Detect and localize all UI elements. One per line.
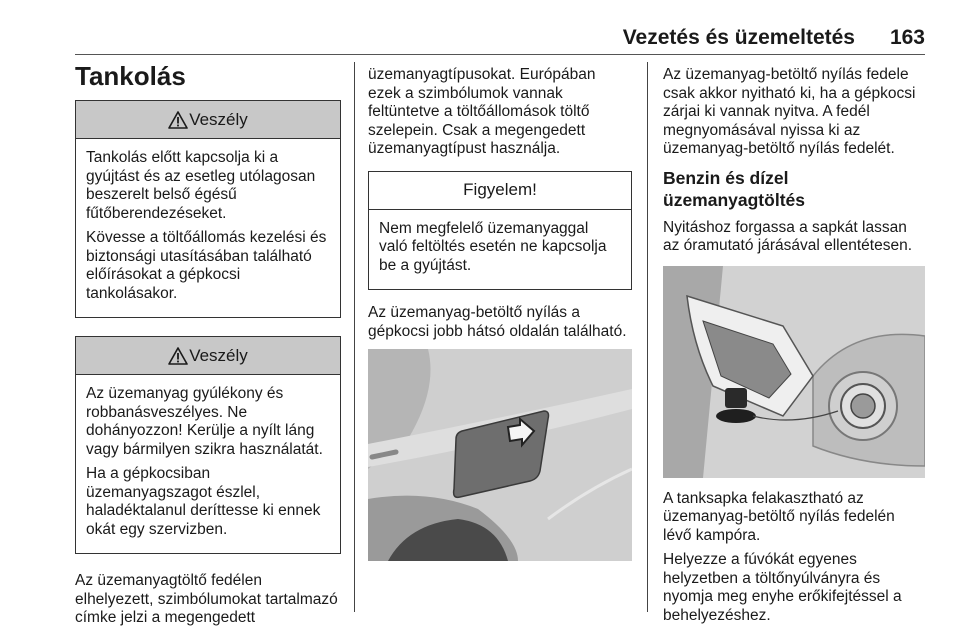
column-3 xyxy=(663,66,925,631)
body-text: Az üzemanyag-betöltő nyílás fedele csak akkor nyitható ki, ha a gépkocsi zárjai ki vannak nyitva. A fedél megnyomásával nyissa ki az üzemanyag-betöltő nyílás fedelét. xyxy=(663,66,916,157)
body-text: A tanksapka felakasztható az üzemanyag-betöltő nyílás fedelén lévő kampóra. xyxy=(663,489,895,544)
danger-box-header xyxy=(76,337,340,375)
page-number: 163 xyxy=(889,26,925,49)
warning-triangle-icon xyxy=(168,111,188,129)
danger-label: Veszély xyxy=(189,345,248,365)
section-title: Benzin és dízel üzemanyagtöltés xyxy=(663,167,805,210)
column-divider xyxy=(647,62,648,612)
danger-text: Az üzemanyag gyúlékony és robbanásveszélyes. Ne dohányozzon! Kerülje a nyílt láng vagy bármilyen szikra használatát. xyxy=(86,385,323,458)
notice-box-header: Figyelem! xyxy=(369,172,631,210)
fuel-door-illustration xyxy=(368,349,632,561)
notice-text: Nem megfelelő üzemanyaggal való feltöltés esetén ne kapcsolja be a gyújtást. xyxy=(379,219,607,274)
body-text: Az üzemanyagtöltő fedélen elhelyezett, szimbólumokat tartalmazó címke jelzi a megengedett xyxy=(75,572,338,626)
danger-box xyxy=(75,336,341,554)
danger-box-header xyxy=(76,101,340,139)
danger-box xyxy=(75,100,341,318)
body-text: Helyezze a fúvókát egyenes helyzetben a töltőnyúlványra és nyomja meg enyhe erőkifejtéssel a behelyezéshez. xyxy=(663,551,902,624)
header-rule xyxy=(75,54,925,55)
page-header xyxy=(75,26,925,54)
column-divider xyxy=(354,62,355,612)
danger-text: Tankolás előtt kapcsolja ki a gyújtást és az esetleg utólagosan beszerelt belső égésű fűtőberendezéseket. xyxy=(86,149,316,222)
danger-text: Kövesse a töltőállomás kezelési és biztonsági utasításában található előírásokat a gépkocsi tankolásakor. xyxy=(86,229,327,302)
fuel-cap-illustration xyxy=(663,266,925,478)
column-2 xyxy=(368,66,632,561)
body-text: Az üzemanyag-betöltő nyílás a gépkocsi jobb hátsó oldalán található. xyxy=(368,304,627,340)
danger-label: Veszély xyxy=(189,109,248,129)
page-title: Tankolás xyxy=(75,61,186,91)
warning-triangle-icon xyxy=(168,347,188,365)
danger-text: Ha a gépkocsiban üzemanyagszagot észlel, haladéktalanul deríttesse ki ennek okát egy szervizben. xyxy=(86,465,321,538)
body-text: Nyitáshoz forgassa a sapkát lassan az óramutató járásával ellentétesen. xyxy=(663,218,913,254)
notice-box xyxy=(368,171,632,291)
header-title: Vezetés és üzemeltetés xyxy=(622,26,855,49)
column-1 xyxy=(75,62,341,634)
body-text: üzemanyagtípusokat. Európában ezek a szimbólumok vannak feltüntetve a töltőállomások töltő szelepein. Csak a megengedett üzemanyagtípust használja. xyxy=(368,66,596,157)
